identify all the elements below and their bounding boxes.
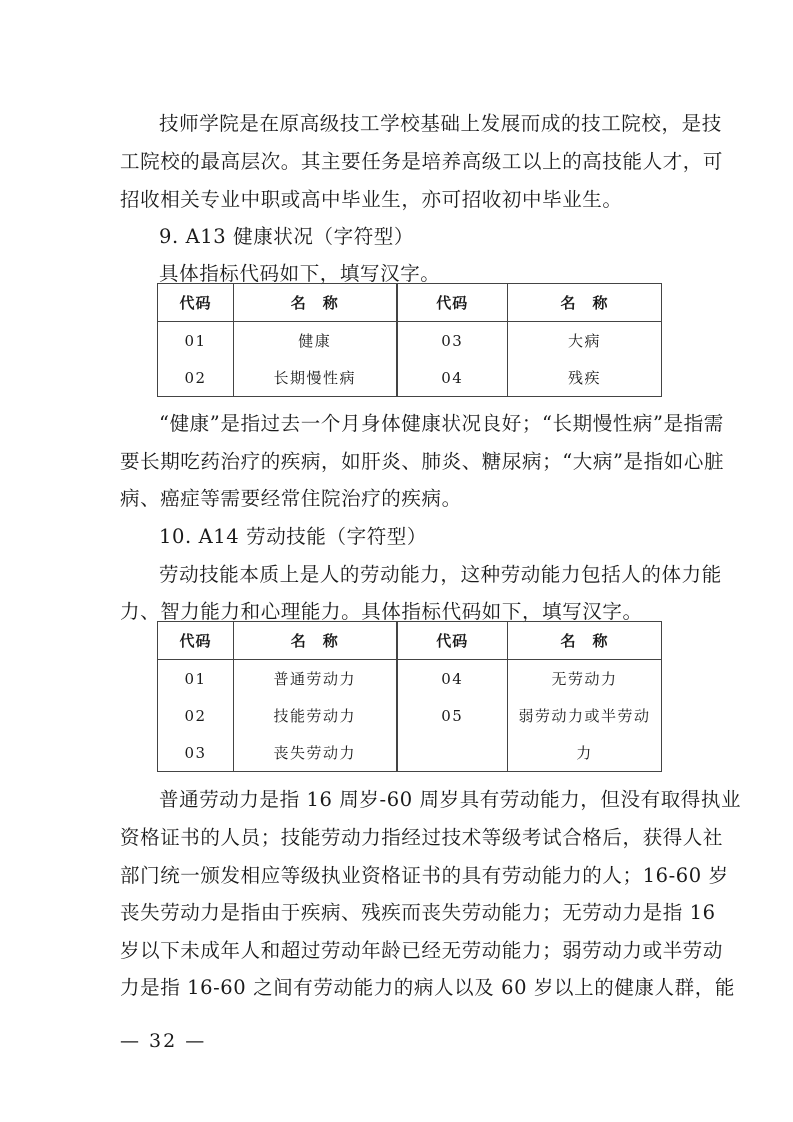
header-name: 名 称 <box>234 284 397 322</box>
cell-code: 01 <box>158 660 234 698</box>
labor-skill-code-table <box>157 621 662 772</box>
table-row <box>158 697 662 734</box>
cell-code: 05 <box>397 697 508 734</box>
cell-name: 丧失劳动力 <box>234 734 397 772</box>
cell-name: 力 <box>508 734 662 772</box>
cell-code: 04 <box>397 660 508 698</box>
table-row <box>158 322 662 360</box>
text-line: 要长期吃药治疗的疾病，如肝炎、肺炎、糖尿病；“大病”是指如心脏 <box>120 450 725 473</box>
text-line: 工院校的最高层次。其主要任务是培养高级工以上的高技能人才，可 <box>120 150 724 173</box>
cell-name: 弱劳动力或半劳动 <box>508 697 662 734</box>
text-line: 招收相关专业中职或高中毕业生，亦可招收初中毕业生。 <box>120 188 623 211</box>
cell-code: 03 <box>158 734 234 772</box>
text-line: 技师学院是在原高级技工学校基础上发展而成的技工院校，是技 <box>159 112 722 135</box>
table-row <box>158 660 662 698</box>
cell-name: 残疾 <box>508 359 662 397</box>
header-name: 名 称 <box>508 622 662 660</box>
text-line: 病、癌症等需要经常住院治疗的疾病。 <box>120 487 462 510</box>
health-code-table <box>157 283 662 397</box>
header-name: 名 称 <box>234 622 397 660</box>
cell-code: 02 <box>158 359 234 397</box>
header-name: 名 称 <box>508 284 662 322</box>
section-heading-labor-skill: 10. A14 劳动技能（字符型） <box>159 525 428 548</box>
page-number: — 32 — <box>120 1030 207 1052</box>
cell-name: 普通劳动力 <box>234 660 397 698</box>
text-line: “健康”是指过去一个月身体健康状况良好；“长期慢性病”是指需 <box>159 412 724 435</box>
cell-name: 技能劳动力 <box>234 697 397 734</box>
cell-code: 04 <box>397 359 508 397</box>
cell-name: 健康 <box>234 322 397 360</box>
table-row <box>158 734 662 772</box>
cell-name: 大病 <box>508 322 662 360</box>
text-line: 部门统一颁发相应等级执业资格证书的具有劳动能力的人；16-60 岁 <box>120 864 729 887</box>
header-code: 代码 <box>397 622 508 660</box>
text-line: 丧失劳动力是指由于疾病、残疾而丧失劳动能力；无劳动力是指 16 <box>120 901 716 924</box>
header-code: 代码 <box>158 622 234 660</box>
cell-code <box>397 734 508 772</box>
text-line: 劳动技能本质上是人的劳动能力，这种劳动能力包括人的体力能 <box>159 563 722 586</box>
table-row <box>158 359 662 397</box>
table-header-row <box>158 284 662 322</box>
section-intro-health: 具体指标代码如下，填写汉字。 <box>159 262 441 285</box>
table-header-row <box>158 622 662 660</box>
header-code: 代码 <box>397 284 508 322</box>
text-line: 岁以下未成年人和超过劳动年龄已经无劳动能力；弱劳动力或半劳动 <box>120 939 724 962</box>
cell-name: 长期慢性病 <box>234 359 397 397</box>
header-code: 代码 <box>158 284 234 322</box>
cell-code: 01 <box>158 322 234 360</box>
text-line: 力是指 16-60 之间有劳动能力的病人以及 60 岁以上的健康人群，能 <box>120 976 735 999</box>
text-line: 资格证书的人员；技能劳动力指经过技术等级考试合格后，获得人社 <box>120 826 724 849</box>
section-heading-health: 9. A13 健康状况（字符型） <box>159 225 414 248</box>
text-line: 普通劳动力是指 16 周岁-60 周岁具有劳动能力，但没有取得执业 <box>159 788 742 811</box>
cell-code: 03 <box>397 322 508 360</box>
cell-name: 无劳动力 <box>508 660 662 698</box>
cell-code: 02 <box>158 697 234 734</box>
text-line: 力、智力能力和心理能力。具体指标代码如下，填写汉字。 <box>120 600 643 623</box>
